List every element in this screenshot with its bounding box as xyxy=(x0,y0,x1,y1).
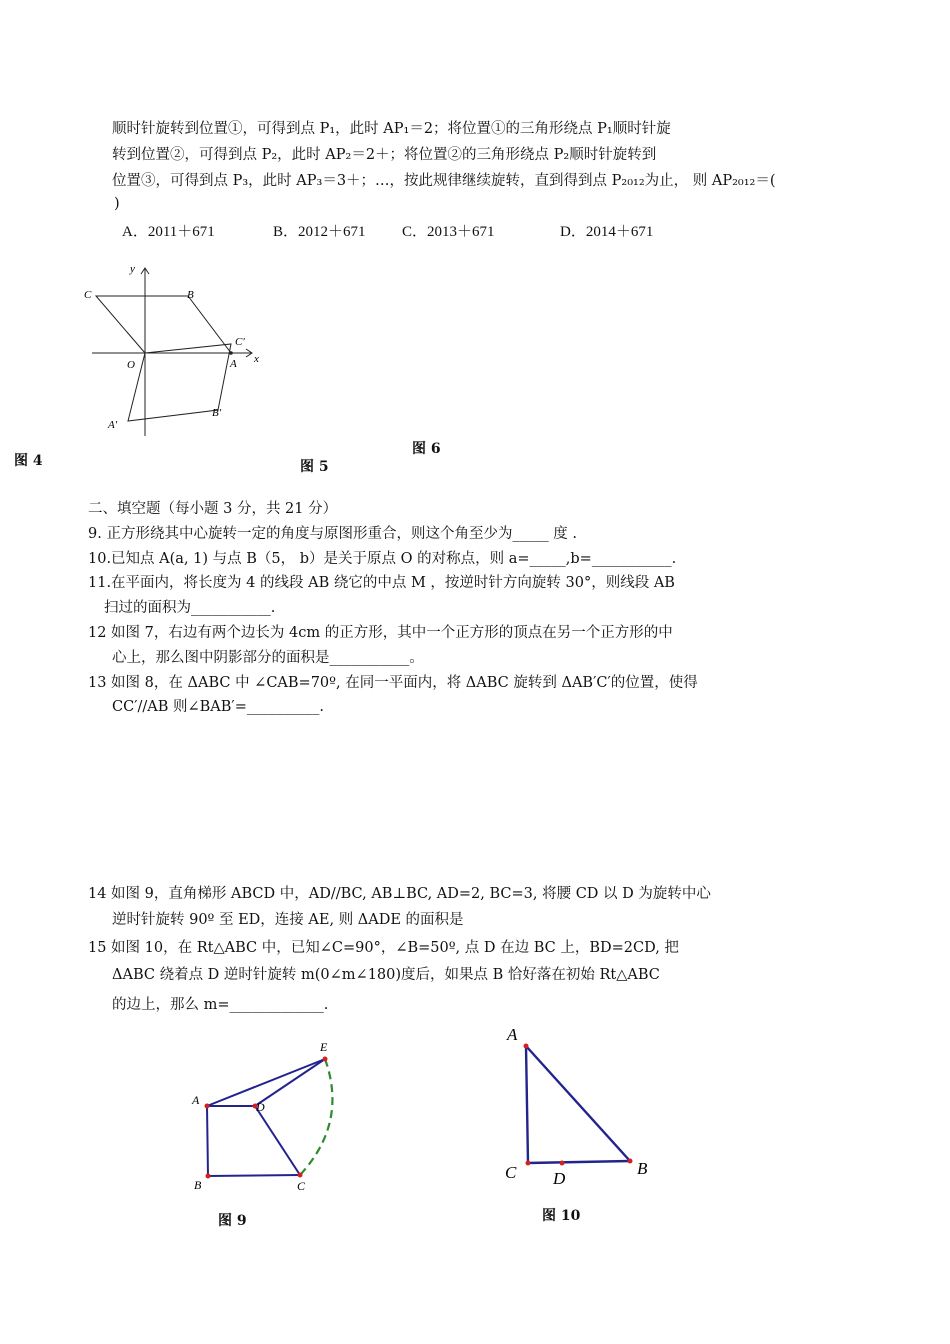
problem8-line3: 位置③，可得到点 P₃，此时 AP₃＝3＋；…，按此规律继续旋转，直到得到点 P₂₀₁₂为止， 则 AP₂₀₁₂＝( xyxy=(112,173,776,189)
problem8-line2: 转到位置②，可得到点 P₂，此时 AP₂＝2＋；将位置②的三角形绕点 P₂顺时针旋转到 xyxy=(112,147,657,163)
question-11-line1: 11.在平面内，将长度为 4 的线段 AB 绕它的中点 M ，按逆时针方向旋转 30°，则线段 AB xyxy=(88,575,675,591)
caption-figure-5: 图 5 xyxy=(300,459,329,475)
fig5-label-y: y xyxy=(130,263,135,275)
fig9-label-b: B xyxy=(194,1178,202,1192)
fig5-label-b-prime: B′ xyxy=(212,407,222,419)
question-10: 10.已知点 A(a, 1) 与点 B（5， b）是关于原点 O 的对称点，则 a=_____,b=___________. xyxy=(88,551,677,567)
question-13-line2: CC′//AB 则∠BAB′=__________. xyxy=(112,699,324,715)
question-15-line2: ΔABC 绕着点 D 逆时针旋转 m(0∠m∠180)度后，如果点 B 恰好落在初始 Rt△ABC xyxy=(112,967,660,983)
question-15-line3: 的边上，那么 m=_____________. xyxy=(112,997,329,1013)
fig10-label-d: D xyxy=(553,1169,566,1188)
caption-figure-9: 图 9 xyxy=(218,1213,247,1229)
question-13-line1: 13 如图 8，在 ΔABC 中 ∠CAB=70º, 在同一平面内，将 ΔABC 旋转到 ΔAB′C′的位置，使得 xyxy=(88,675,698,691)
question-14-line1: 14 如图 9，直角梯形 ABCD 中，AD//BC, AB⊥BC, AD=2, BC=3, 将腰 CD 以 D 为旋转中心 xyxy=(88,886,711,902)
fig5-label-b: B xyxy=(187,289,194,301)
caption-figure-10: 图 10 xyxy=(542,1208,581,1224)
section-heading: 二、填空题（每小题 3 分，共 21 分） xyxy=(88,501,338,517)
question-9: 9. 正方形绕其中心旋转一定的角度与原图形重合，则这个角至少为_____ 度 . xyxy=(88,526,578,542)
fig9-label-e: E xyxy=(320,1040,328,1054)
figure-5-diagram xyxy=(80,258,270,443)
fig5-label-a: A xyxy=(230,358,237,370)
fig5-label-c: C xyxy=(84,289,92,301)
figure-10-diagram xyxy=(495,1018,665,1193)
question-11-line2: 扫过的面积为___________. xyxy=(104,600,276,616)
problem8-line1: 顺时针旋转到位置①，可得到点 P₁，此时 AP₁＝2；将位置①的三角形绕点 P₁顺时针旋 xyxy=(112,121,671,137)
fig10-label-b: B xyxy=(637,1159,648,1178)
fig5-label-c-prime: C′ xyxy=(235,336,245,348)
option-b: B．2012＋671 xyxy=(273,224,366,240)
figure-9-diagram xyxy=(180,1035,360,1200)
fig5-label-o: O xyxy=(127,359,135,371)
question-12-line1: 12 如图 7，右边有两个边长为 4cm 的正方形，其中一个正方形的顶点在另一个正方形的中 xyxy=(88,625,673,641)
fig10-label-a: A xyxy=(507,1025,518,1044)
fig9-label-d: D xyxy=(256,1100,265,1114)
fig9-label-a: A xyxy=(192,1093,200,1107)
fig10-label-c: C xyxy=(505,1163,517,1182)
fig5-label-x: x xyxy=(254,353,259,365)
question-15-line1: 15 如图 10，在 Rt△ABC 中，已知∠C=90°，∠B=50º, 点 D 在边 BC 上，BD=2CD, 把 xyxy=(88,940,679,956)
problem8-line4: ) xyxy=(114,196,120,212)
fig9-label-c: C xyxy=(297,1179,306,1193)
option-a: A．2011＋671 xyxy=(122,224,215,240)
question-14-line2: 逆时针旋转 90º 至 ED，连接 AE, 则 ΔADE 的面积是 xyxy=(112,912,464,928)
fig5-label-a-prime: A′ xyxy=(108,419,118,431)
option-c: C．2013＋671 xyxy=(402,224,495,240)
option-d: D．2014＋671 xyxy=(560,224,654,240)
caption-figure-4: 图 4 xyxy=(14,453,43,469)
question-12-line2: 心上，那么图中阴影部分的面积是___________。 xyxy=(112,650,424,666)
caption-figure-6: 图 6 xyxy=(412,441,441,457)
